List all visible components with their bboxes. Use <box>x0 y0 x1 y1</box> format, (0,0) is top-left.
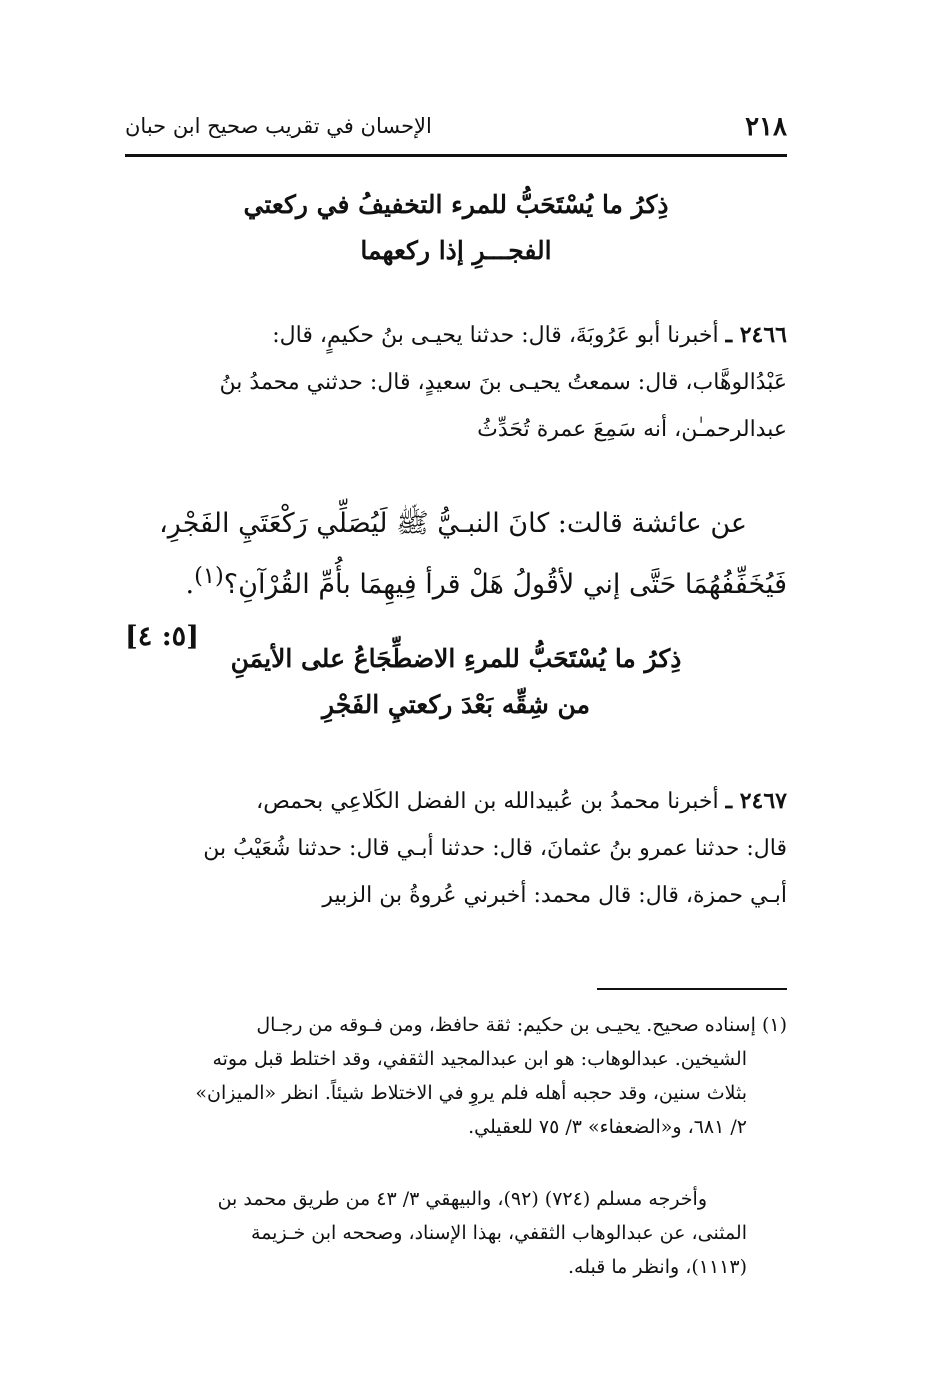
page-header <box>125 112 787 152</box>
footnote-line <box>125 1110 787 1144</box>
footnote-line <box>125 1250 787 1284</box>
text-segment: المثنى، عن عبدالوهاب الثقفي، بهذا الإسناد، وصححه ابن خـزيمة <box>251 1222 747 1244</box>
heading-line: ذِكرُ ما يُسْتَحَبُّ للمرء التخفيفُ في ركعتي <box>243 190 669 219</box>
hadith-2466-isnad <box>125 312 787 453</box>
text-segment: أخبرنا أبو عَرُوبَةَ، قال: حدثنا يحيـى بنُ حكيمٍ، قال: <box>272 323 719 348</box>
text-segment: وأخرجه مسلم (٧٢٤) (٩٢)، والبيهقي ٣/ ٤٣ من طريق محمد بن <box>217 1188 707 1210</box>
text-line <box>125 778 787 825</box>
running-title: الإحسان في تقريب صحيح ابن حبان <box>125 114 432 138</box>
page-number: ٢١٨ <box>745 112 787 142</box>
text-segment: بثلاث سنين، وقد حجبه أهله فلم يروِ في الاختلاط شيئاً. انظر «الميزان» <box>195 1082 747 1104</box>
footnote-line <box>125 1008 787 1042</box>
header-rule <box>125 154 787 157</box>
footnote-line <box>125 1076 787 1110</box>
hadith-number: ٢٤٦٦ ـ <box>725 322 787 348</box>
chapter-heading-2 <box>125 636 787 728</box>
text-segment: ٢/ ٦٨١، و«الضعفاء» ٣/ ٧٥ للعقيلي. <box>468 1116 747 1138</box>
footnote-line <box>125 1042 787 1076</box>
hadith-2467-isnad <box>125 778 787 919</box>
text-line <box>125 312 787 359</box>
text-line: أبـي حمزة، قال: قال محمد: أخبرني عُروةُ بن الزبير <box>322 883 787 908</box>
heading-line: من شِقِّه بَعْدَ ركعتيِ الفَجْرِ <box>322 690 590 719</box>
text-line: عبدالرحمـٰن، أنه سَمِعَ عمرة تُحَدِّثُ <box>477 417 787 442</box>
footnote-1 <box>125 1008 787 1144</box>
footnote-separator <box>597 988 787 990</box>
source-reference: [٥: ٤] <box>125 621 199 652</box>
text-line <box>125 498 787 550</box>
text-segment: إسناده صحيح. يحيـى بن حكيم: ثقة حافظ، ومن فـوقه من رجـال <box>256 1014 756 1036</box>
text-segment: فَيُخَفِّفُهُمَا حَتَّى إني لأقُولُ هَلْ قرأ فِيهِمَا بأُمِّ القُرْآنِ؟ <box>223 569 787 600</box>
footnote-line <box>125 1216 787 1250</box>
text-line: عَبْدُالوهَّاب، قال: سمعتُ يحيـى بنَ سعيدٍ، قال: حدثني محمدُ بنُ <box>219 370 787 395</box>
text-segment: (١١١٣)، وانظر ما قبله. <box>567 1256 747 1278</box>
hadith-number: ٢٤٦٧ ـ <box>725 788 787 814</box>
chapter-heading-1 <box>125 182 787 274</box>
text-line: قال: حدثنا عمرو بنُ عثمانَ، قال: حدثنا أبـي قال: حدثنا شُعَيْبُ بن <box>203 836 787 861</box>
heading-line: الفجـــرِ إذا ركعهما <box>360 236 552 265</box>
footnote-number: (١) <box>761 1014 787 1036</box>
footnote-1-continued <box>125 1182 787 1284</box>
text-segment: عن عائشة قالت: كانَ النبـيُّ ﷺ لَيُصَلِّي رَكْعَتَيِ الفَجْرِ، <box>159 508 747 539</box>
footnote-line <box>125 1182 787 1216</box>
footnote-mark: (١) <box>194 563 224 589</box>
text-segment: أخبرنا محمدُ بن عُبيدالله بن الفضل الكَلاعِي بحمص، <box>256 789 719 814</box>
text-segment: الشيخين. عبدالوهاب: هو ابن عبدالمجيد الثقفي، وقد اختلط قبل موته <box>212 1048 747 1070</box>
heading-line: ذِكرُ ما يُسْتَحَبُّ للمرءِ الاضطِّجَاعُ على الأيمَنِ <box>230 644 682 673</box>
text-line: فَيُخَفِّفُهُمَا حَتَّى إني لأقُولُ هَلْ قرأ فِيهِمَا بأُمِّ القُرْآنِ؟$^{(١)}$. [٥: ٤] <box>125 550 787 611</box>
